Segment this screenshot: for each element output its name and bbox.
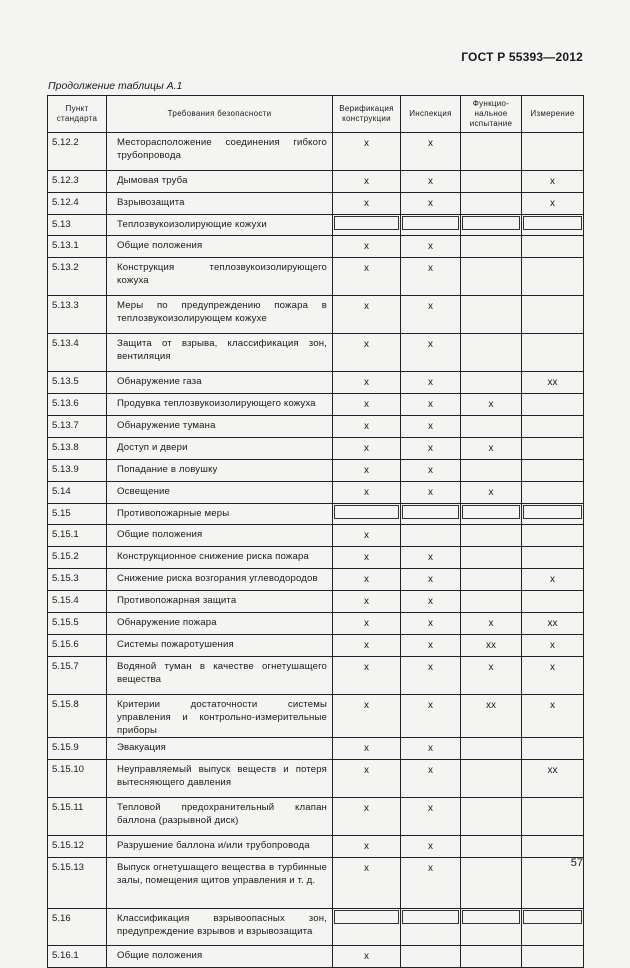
row-functional-mark: [461, 236, 522, 258]
table-row: [48, 591, 584, 613]
row-functional-mark: xx: [461, 635, 522, 657]
row-measurement-mark: [522, 798, 584, 836]
row-requirement: Выпуск огнетушащего вещества в турбинные залы, помещения щитов управления и т. д.: [107, 858, 333, 909]
row-inspection-mark: x: [401, 133, 461, 171]
empty-cell-box: [334, 910, 399, 924]
empty-cell-box: [523, 216, 582, 230]
row-functional-mark: [461, 591, 522, 613]
row-requirement: Защита от взрыва, классификация зон, вентиляция: [107, 334, 333, 372]
row-measurement-mark: x: [522, 695, 584, 738]
row-measurement-mark: x: [522, 569, 584, 591]
row-verification-mark: x: [333, 334, 401, 372]
row-measurement-mark: xx: [522, 760, 584, 798]
table-row: [48, 171, 584, 193]
row-verification-mark: x: [333, 460, 401, 482]
row-requirement: Обнаружение газа: [107, 372, 333, 394]
row-inspection-mark: [401, 215, 461, 236]
header-inspection: Инспекция: [401, 96, 461, 133]
row-verification-mark: x: [333, 482, 401, 504]
table-row: [48, 858, 584, 909]
row-functional-mark: [461, 372, 522, 394]
document-code: ГОСТ Р 55393—2012: [461, 50, 583, 64]
table-row: [48, 416, 584, 438]
row-point-number: 5.12.3: [48, 171, 107, 193]
row-functional-mark: [461, 215, 522, 236]
row-point-number: 5.15.1: [48, 525, 107, 547]
row-inspection-mark: x: [401, 591, 461, 613]
table-row: [48, 569, 584, 591]
row-inspection-mark: x: [401, 296, 461, 334]
table-row: [48, 613, 584, 635]
empty-cell-box: [402, 505, 459, 519]
row-functional-mark: [461, 909, 522, 946]
row-verification-mark: [333, 215, 401, 236]
row-point-number: 5.13.4: [48, 334, 107, 372]
row-measurement-mark: [522, 909, 584, 946]
row-inspection-mark: x: [401, 760, 461, 798]
row-point-number: 5.13.2: [48, 258, 107, 296]
table-row: [48, 547, 584, 569]
row-verification-mark: x: [333, 394, 401, 416]
row-functional-mark: [461, 171, 522, 193]
empty-cell-box: [402, 216, 459, 230]
row-functional-mark: [461, 836, 522, 858]
row-measurement-mark: xx: [522, 613, 584, 635]
row-verification-mark: x: [333, 525, 401, 547]
row-inspection-mark: x: [401, 460, 461, 482]
header-point: Пункт стандарта: [48, 96, 107, 133]
table-row: [48, 635, 584, 657]
row-verification-mark: x: [333, 438, 401, 460]
row-verification-mark: x: [333, 858, 401, 909]
row-inspection-mark: x: [401, 613, 461, 635]
row-inspection-mark: x: [401, 836, 461, 858]
row-requirement: Тепловой предохранительный клапан баллона (разрывной диск): [107, 798, 333, 836]
row-functional-mark: x: [461, 657, 522, 695]
row-point-number: 5.12.4: [48, 193, 107, 215]
empty-cell-box: [334, 505, 399, 519]
row-functional-mark: [461, 460, 522, 482]
table-row: [48, 258, 584, 296]
row-verification-mark: x: [333, 547, 401, 569]
row-functional-mark: [461, 946, 522, 968]
row-point-number: 5.15.11: [48, 798, 107, 836]
table-row: [48, 236, 584, 258]
row-inspection-mark: x: [401, 171, 461, 193]
row-requirement: Месторасположение соединения гибкого трубопровода: [107, 133, 333, 171]
row-point-number: 5.13.6: [48, 394, 107, 416]
row-requirement: Дымовая труба: [107, 171, 333, 193]
row-point-number: 5.12.2: [48, 133, 107, 171]
row-requirement: Водяной туман в качестве огнетушащего вещества: [107, 657, 333, 695]
row-point-number: 5.13.5: [48, 372, 107, 394]
header-verification: Верификация конструкции: [333, 96, 401, 133]
table-row: [48, 460, 584, 482]
row-point-number: 5.13: [48, 215, 107, 236]
row-point-number: 5.15.13: [48, 858, 107, 909]
row-verification-mark: x: [333, 657, 401, 695]
row-inspection-mark: x: [401, 798, 461, 836]
row-inspection-mark: x: [401, 657, 461, 695]
row-point-number: 5.15: [48, 504, 107, 525]
row-requirement: Теплозвукоизолирующие кожухи: [107, 215, 333, 236]
row-functional-mark: [461, 525, 522, 547]
row-measurement-mark: x: [522, 193, 584, 215]
row-verification-mark: x: [333, 258, 401, 296]
row-point-number: 5.15.7: [48, 657, 107, 695]
row-requirement: Общие положения: [107, 236, 333, 258]
row-measurement-mark: xx: [522, 372, 584, 394]
row-inspection-mark: x: [401, 258, 461, 296]
row-requirement: Эвакуация: [107, 738, 333, 760]
row-verification-mark: x: [333, 372, 401, 394]
row-point-number: 5.16.1: [48, 946, 107, 968]
table-row: [48, 836, 584, 858]
row-verification-mark: [333, 504, 401, 525]
row-verification-mark: x: [333, 836, 401, 858]
row-inspection-mark: x: [401, 635, 461, 657]
table-row: [48, 909, 584, 946]
row-point-number: 5.13.8: [48, 438, 107, 460]
table-header-row: [48, 96, 584, 133]
row-inspection-mark: x: [401, 438, 461, 460]
row-verification-mark: x: [333, 798, 401, 836]
row-verification-mark: x: [333, 193, 401, 215]
row-inspection-mark: x: [401, 569, 461, 591]
row-requirement: Разрушение баллона и/или трубопровода: [107, 836, 333, 858]
row-verification-mark: x: [333, 635, 401, 657]
row-point-number: 5.15.3: [48, 569, 107, 591]
row-measurement-mark: [522, 547, 584, 569]
row-requirement: Освещение: [107, 482, 333, 504]
row-inspection-mark: x: [401, 482, 461, 504]
empty-cell-box: [523, 505, 582, 519]
row-functional-mark: [461, 334, 522, 372]
row-verification-mark: x: [333, 171, 401, 193]
row-point-number: 5.15.9: [48, 738, 107, 760]
row-inspection-mark: x: [401, 547, 461, 569]
row-measurement-mark: [522, 836, 584, 858]
row-functional-mark: [461, 798, 522, 836]
row-measurement-mark: [522, 394, 584, 416]
row-functional-mark: [461, 569, 522, 591]
table-row: [48, 482, 584, 504]
row-point-number: 5.15.4: [48, 591, 107, 613]
empty-cell-box: [462, 910, 520, 924]
row-requirement: Доступ и двери: [107, 438, 333, 460]
row-measurement-mark: x: [522, 171, 584, 193]
row-point-number: 5.15.10: [48, 760, 107, 798]
row-measurement-mark: [522, 525, 584, 547]
row-requirement: Продувка теплозвукоизолирующего кожуха: [107, 394, 333, 416]
row-inspection-mark: x: [401, 695, 461, 738]
row-requirement: Классификация взрывоопасных зон, предупреждение взрывов и взрывозащита: [107, 909, 333, 946]
row-functional-mark: [461, 858, 522, 909]
row-functional-mark: x: [461, 438, 522, 460]
row-measurement-mark: [522, 482, 584, 504]
row-measurement-mark: [522, 438, 584, 460]
empty-cell-box: [402, 910, 459, 924]
row-requirement: Снижение риска возгорания углеводородов: [107, 569, 333, 591]
header-measurement: Измерение: [522, 96, 584, 133]
row-inspection-mark: x: [401, 416, 461, 438]
empty-cell-box: [334, 216, 399, 230]
row-functional-mark: [461, 133, 522, 171]
row-point-number: 5.13.3: [48, 296, 107, 334]
row-inspection-mark: [401, 525, 461, 547]
row-point-number: 5.15.12: [48, 836, 107, 858]
empty-cell-box: [462, 216, 520, 230]
row-verification-mark: x: [333, 946, 401, 968]
row-point-number: 5.15.5: [48, 613, 107, 635]
row-measurement-mark: [522, 334, 584, 372]
row-requirement: Общие положения: [107, 525, 333, 547]
row-functional-mark: [461, 738, 522, 760]
row-inspection-mark: x: [401, 858, 461, 909]
row-functional-mark: x: [461, 394, 522, 416]
row-functional-mark: [461, 504, 522, 525]
row-requirement: Конструкционное снижение риска пожара: [107, 547, 333, 569]
row-verification-mark: x: [333, 133, 401, 171]
requirements-table: [47, 95, 584, 968]
row-inspection-mark: [401, 504, 461, 525]
row-requirement: Взрывозащита: [107, 193, 333, 215]
table-row: [48, 525, 584, 547]
row-inspection-mark: x: [401, 236, 461, 258]
row-functional-mark: xx: [461, 695, 522, 738]
row-measurement-mark: [522, 738, 584, 760]
row-inspection-mark: x: [401, 394, 461, 416]
table-row: [48, 657, 584, 695]
table-row: [48, 438, 584, 460]
row-functional-mark: [461, 760, 522, 798]
row-functional-mark: x: [461, 613, 522, 635]
row-inspection-mark: x: [401, 334, 461, 372]
row-functional-mark: [461, 193, 522, 215]
row-requirement: Конструкция теплозвукоизолирующего кожуха: [107, 258, 333, 296]
header-requirements: Требования безопасности: [107, 96, 333, 133]
empty-cell-box: [462, 505, 520, 519]
table-row: [48, 504, 584, 525]
row-measurement-mark: x: [522, 635, 584, 657]
row-measurement-mark: [522, 504, 584, 525]
row-requirement: Попадание в ловушку: [107, 460, 333, 482]
row-inspection-mark: x: [401, 372, 461, 394]
row-measurement-mark: [522, 133, 584, 171]
table-row: [48, 215, 584, 236]
table-row: [48, 133, 584, 171]
table-row: [48, 296, 584, 334]
row-point-number: 5.14: [48, 482, 107, 504]
row-verification-mark: x: [333, 613, 401, 635]
table-row: [48, 695, 584, 738]
row-functional-mark: x: [461, 482, 522, 504]
row-inspection-mark: [401, 946, 461, 968]
row-verification-mark: [333, 909, 401, 946]
row-verification-mark: x: [333, 296, 401, 334]
row-verification-mark: x: [333, 695, 401, 738]
row-measurement-mark: [522, 460, 584, 482]
row-measurement-mark: [522, 416, 584, 438]
table-caption: Продолжение таблицы А.1: [48, 80, 183, 92]
row-inspection-mark: [401, 909, 461, 946]
row-measurement-mark: [522, 591, 584, 613]
row-verification-mark: x: [333, 591, 401, 613]
page-number: 57: [570, 857, 583, 869]
row-requirement: Противопожарные меры: [107, 504, 333, 525]
table-row: [48, 394, 584, 416]
row-requirement: Системы пожаротушения: [107, 635, 333, 657]
row-requirement: Неуправляемый выпуск веществ и потеря вытесняющего давления: [107, 760, 333, 798]
row-measurement-mark: [522, 296, 584, 334]
row-verification-mark: x: [333, 416, 401, 438]
row-point-number: 5.15.6: [48, 635, 107, 657]
table-row: [48, 760, 584, 798]
table-row: [48, 738, 584, 760]
row-verification-mark: x: [333, 738, 401, 760]
table-row: [48, 193, 584, 215]
header-functional-test: Функцио-нальное испытание: [461, 96, 522, 133]
row-measurement-mark: [522, 215, 584, 236]
row-inspection-mark: x: [401, 738, 461, 760]
row-requirement: Критерии достаточности системы управления и контрольно-измерительные приборы: [107, 695, 333, 738]
row-functional-mark: [461, 296, 522, 334]
row-point-number: 5.15.2: [48, 547, 107, 569]
table-row: [48, 334, 584, 372]
row-point-number: 5.16: [48, 909, 107, 946]
table-row: [48, 946, 584, 968]
table-row: [48, 798, 584, 836]
row-point-number: 5.15.8: [48, 695, 107, 738]
row-verification-mark: x: [333, 760, 401, 798]
row-requirement: Обнаружение тумана: [107, 416, 333, 438]
row-point-number: 5.13.1: [48, 236, 107, 258]
row-point-number: 5.13.7: [48, 416, 107, 438]
row-verification-mark: x: [333, 236, 401, 258]
row-point-number: 5.13.9: [48, 460, 107, 482]
table-row: [48, 372, 584, 394]
row-measurement-mark: [522, 258, 584, 296]
row-requirement: Меры по предупреждению пожара в теплозвукоизолирующем кожухе: [107, 296, 333, 334]
row-inspection-mark: x: [401, 193, 461, 215]
row-functional-mark: [461, 547, 522, 569]
empty-cell-box: [523, 910, 582, 924]
row-measurement-mark: x: [522, 657, 584, 695]
row-verification-mark: x: [333, 569, 401, 591]
row-measurement-mark: [522, 236, 584, 258]
row-requirement: Обнаружение пожара: [107, 613, 333, 635]
row-functional-mark: [461, 416, 522, 438]
row-functional-mark: [461, 258, 522, 296]
row-requirement: Противопожарная защита: [107, 591, 333, 613]
row-requirement: Общие положения: [107, 946, 333, 968]
row-measurement-mark: [522, 946, 584, 968]
